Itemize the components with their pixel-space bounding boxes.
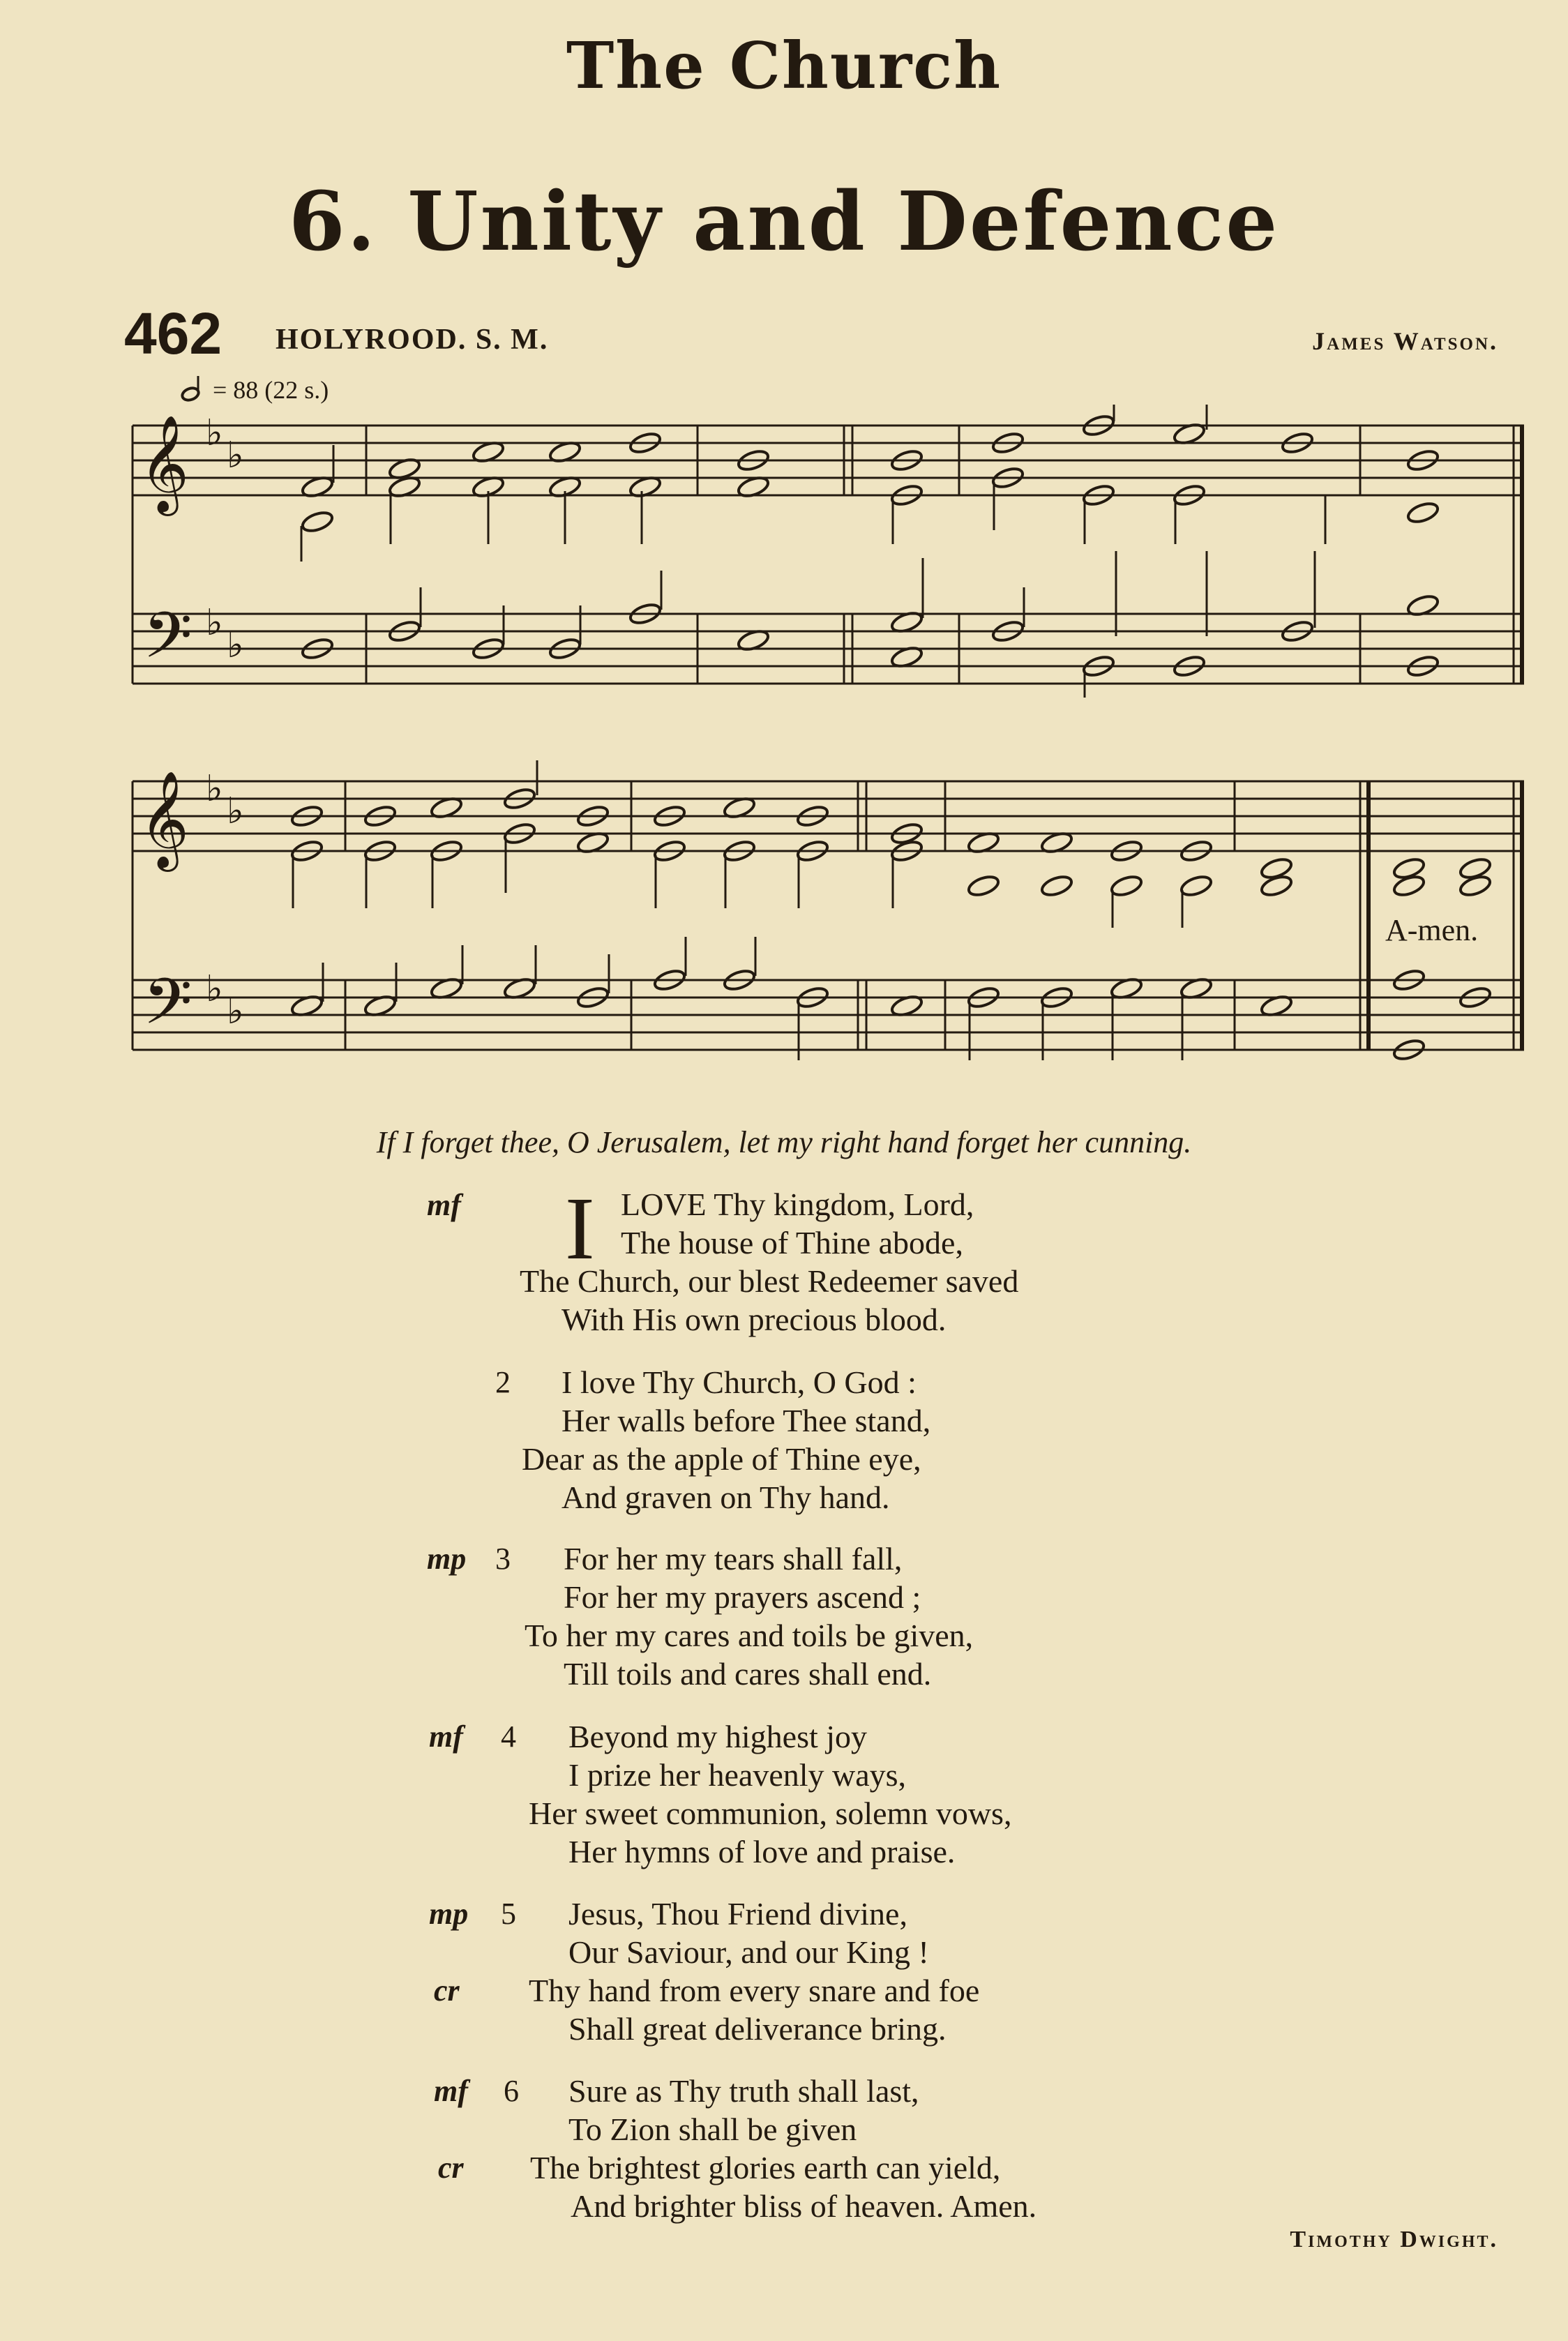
half-note-icon [180, 375, 206, 402]
verse-6-line-1: Sure as Thy truth shall last, [568, 2073, 919, 2109]
svg-text:♭: ♭ [206, 412, 223, 454]
author: Timothy Dwight. [1290, 2227, 1498, 2252]
dynamic-cr: cr [438, 2151, 464, 2185]
stems [301, 405, 1325, 698]
verse-6-line-3: The brightest glories earth can yield, [530, 2150, 1001, 2185]
verse-3-number: 3 [495, 1542, 511, 1576]
verse-2-line-2: Her walls before Thee stand, [561, 1403, 931, 1438]
treble-clef-icon: 𝄞 [140, 415, 189, 512]
svg-text:♭: ♭ [227, 790, 244, 832]
barlines [133, 426, 1522, 684]
verse-3-line-3: To her my cares and toils be given, [525, 1618, 974, 1653]
key-signature [206, 412, 244, 666]
svg-text:♭: ♭ [227, 624, 244, 666]
verse-5-line-3: Thy hand from every snare and foe [529, 1973, 980, 2008]
verse-1-line-1: LOVE Thy kingdom, Lord, [621, 1187, 974, 1222]
dynamic-mf: mf [429, 1719, 463, 1754]
score-system-2 [0, 760, 1568, 1060]
verse-3-line-2: For her my prayers ascend ; [564, 1579, 921, 1615]
dynamic-mf: mf [434, 2074, 468, 2108]
amen-label: A-men. [1385, 913, 1479, 947]
dynamic-mp: mp [429, 1897, 469, 1931]
verse-5-line-2: Our Saviour, and our King ! [568, 1934, 929, 1970]
svg-text:♭: ♭ [206, 602, 223, 644]
epigraph: If I forget thee, O Jerusalem, let my right hand forget her cunning. [376, 1125, 1192, 1159]
section-title: 6. Unity and Defence [288, 174, 1280, 269]
svg-text:♭: ♭ [206, 968, 223, 1010]
tempo-marking [180, 375, 329, 405]
verse-2-line-4: And graven on Thy hand. [561, 1480, 890, 1515]
verse-5-number: 5 [501, 1897, 516, 1931]
composer: James Watson. [1312, 327, 1498, 355]
verse-1-line-2: The house of Thine abode, [621, 1225, 963, 1260]
svg-text:♭: ♭ [227, 435, 244, 476]
barlines [133, 781, 1522, 1050]
verse-3-line-4: Till toils and cares shall end. [564, 1656, 932, 1692]
tune-name: HOLYROOD. S. M. [276, 324, 549, 356]
treble-clef-icon: 𝄞 [140, 771, 189, 868]
score-system-1 [0, 405, 1568, 698]
verse-5-line-4: Shall great deliverance bring. [568, 2011, 947, 2047]
notes [301, 413, 1440, 679]
svg-text:♭: ♭ [206, 768, 223, 810]
verse-2-line-1: I love Thy Church, O God : [561, 1364, 917, 1400]
verse-4-line-2: I prize her heavenly ways, [568, 1757, 907, 1793]
notes [290, 786, 1493, 1060]
verse-4-line-3: Her sweet communion, solemn vows, [529, 1796, 1012, 1831]
verse-1-line-4: With His own precious blood. [561, 1302, 947, 1337]
key-signature [206, 768, 244, 1032]
verse-5-line-1: Jesus, Thou Friend divine, [568, 1896, 907, 1932]
staff-lines [133, 781, 1524, 1050]
verse-1-line-3: The Church, our blest Redeemer saved [520, 1263, 1019, 1299]
hymn-number: 462 [124, 301, 223, 366]
dynamic-mf: mf [427, 1188, 461, 1222]
verse-6-number: 6 [504, 2074, 519, 2108]
bass-clef-icon: 𝄢 [143, 599, 193, 688]
bass-clef-icon: 𝄢 [143, 965, 193, 1054]
tempo-value: = 88 (22 s.) [213, 376, 329, 404]
dynamic-mp: mp [427, 1542, 467, 1576]
svg-text:♭: ♭ [227, 991, 244, 1032]
running-head: The Church [566, 28, 1002, 103]
drop-cap: I [565, 1179, 595, 1278]
verse-4-line-4: Her hymns of love and praise. [568, 1834, 956, 1869]
dynamic-cr: cr [434, 1973, 460, 2008]
verse-6-line-4: And brighter bliss of heaven. Amen. [571, 2188, 1037, 2224]
verse-2-number: 2 [495, 1365, 511, 1399]
verse-4-line-1: Beyond my highest joy [568, 1719, 868, 1754]
verse-4-number: 4 [501, 1719, 516, 1754]
verse-2-line-3: Dear as the apple of Thine eye, [522, 1441, 921, 1477]
verse-3-line-1: For her my tears shall fall, [564, 1541, 903, 1576]
verse-6-line-2: To Zion shall be given [568, 2112, 857, 2147]
